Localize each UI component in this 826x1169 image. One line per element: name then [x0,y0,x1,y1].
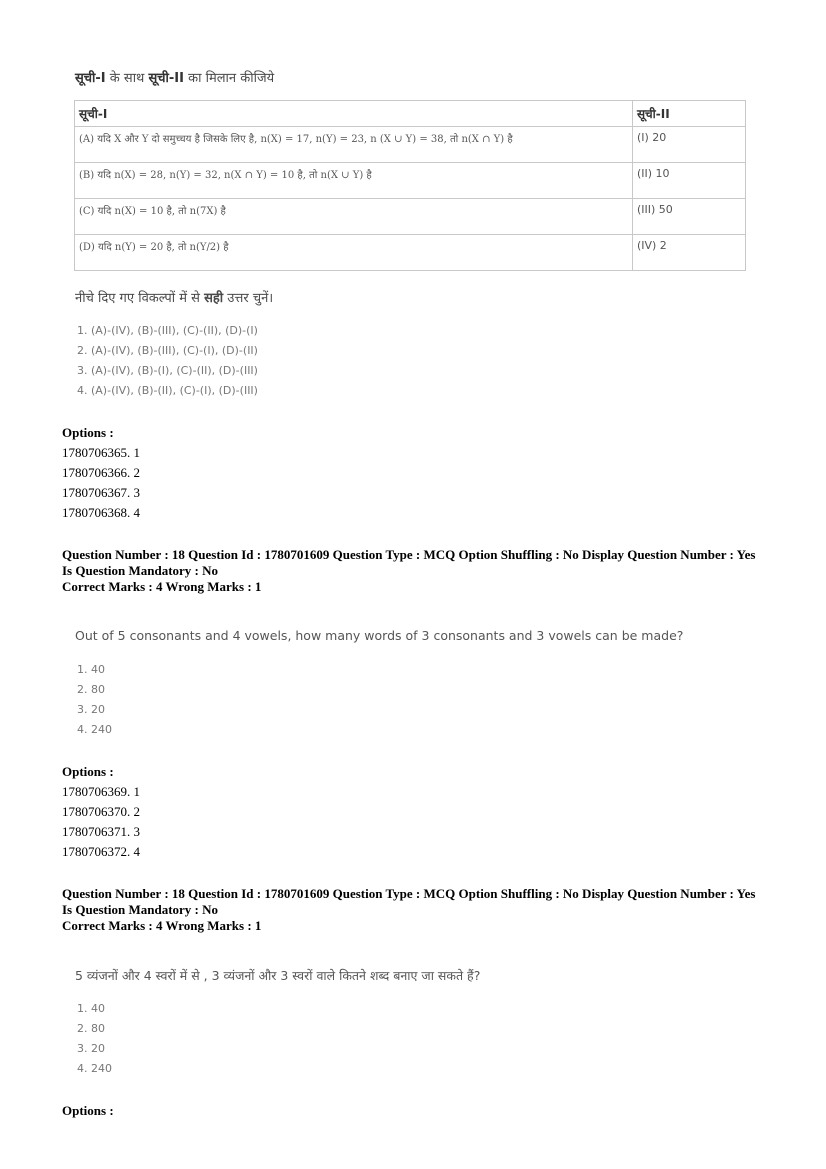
choice-item: 3. (A)-(IV), (B)-(I), (C)-(II), (D)-(III) [77,364,258,377]
answer-item: 3. 20 [77,1042,105,1055]
table-row [75,127,746,163]
option-item: 1780706365. 1 [62,445,140,460]
choice-item: 4. (A)-(IV), (B)-(II), (C)-(I), (D)-(III) [77,384,258,397]
question-heading [75,68,274,86]
option-item: 1780706367. 3 [62,485,140,500]
meta-line: Correct Marks : 4 Wrong Marks : 1 [62,918,262,933]
table-cell-right: (IV) 2 [632,235,745,271]
table-row [75,199,746,235]
table-cell-left: (B) यदि n(X) = 28, n(Y) = 32, n(X ∩ Y) = 10 है, तो n(X ∪ Y) है [75,163,633,199]
meta-line: Question Number : 18 Question Id : 1780701609 Question Type : MCQ Option Shuffling : No Display Question Number : Yes [62,886,756,901]
option-item: 1780706366. 2 [62,465,140,480]
option-item: 1780706371. 3 [62,824,140,839]
instruction-suffix: उत्तर चुनें। [223,291,274,306]
option-item: 1780706372. 4 [62,844,140,859]
answer-item: 2. 80 [77,1022,105,1035]
options-label: Options : [62,425,114,440]
table-cell-left: (A) यदि X और Y दो समुच्चय है जिसके लिए है, n(X) = 17, n(Y) = 23, n (X ∪ Y) = 38, तो n(X ∩ Y) है [75,127,633,163]
answer-item: 2. 80 [77,683,105,696]
table-row [75,163,746,199]
meta-line: Is Question Mandatory : No [62,563,219,578]
table-cell-right: (II) 10 [632,163,745,199]
column-header-list1: सूची-I [75,101,633,127]
options-label: Options : [62,764,114,779]
answer-item: 3. 20 [77,703,105,716]
question-meta [62,547,782,595]
answer-item: 4. 240 [77,1062,112,1075]
answer-item: 4. 240 [77,723,112,736]
heading-text-mid: के साथ [105,71,149,86]
heading-bold-1: सूची-I [75,71,106,86]
answer-item: 1. 40 [77,1002,105,1015]
table-cell-left: (C) यदि n(X) = 10 है, तो n(7X) है [75,199,633,235]
option-item: 1780706370. 2 [62,804,140,819]
column-header-list2: सूची-II [632,101,745,127]
question-meta [62,886,782,934]
match-table [74,100,746,271]
options-label: Options : [62,1103,114,1118]
instruction-prefix: नीचे दिए गए विकल्पों में से [75,291,205,306]
question-text: 5 व्यंजनों और 4 स्वरों में से , 3 व्यंजनों और 3 स्वरों वाले कितने शब्द बनाए जा सकते हैं? [75,968,481,983]
choice-item: 2. (A)-(IV), (B)-(III), (C)-(I), (D)-(II) [77,344,258,357]
option-item: 1780706369. 1 [62,784,140,799]
table-cell-right: (III) 50 [632,199,745,235]
choice-item: 1. (A)-(IV), (B)-(III), (C)-(II), (D)-(I) [77,324,258,337]
option-item: 1780706368. 4 [62,505,140,520]
instruction-bold: सही [204,291,224,306]
meta-line: Question Number : 18 Question Id : 1780701609 Question Type : MCQ Option Shuffling : No Display Question Number : Yes [62,547,756,562]
table-header-row [75,101,746,127]
answer-item: 1. 40 [77,663,105,676]
meta-line: Is Question Mandatory : No [62,902,219,917]
question-text: Out of 5 consonants and 4 vowels, how many words of 3 consonants and 3 vowels can be made? [75,628,684,643]
meta-line: Correct Marks : 4 Wrong Marks : 1 [62,579,262,594]
heading-bold-2: सूची-II [148,71,184,86]
table-cell-right: (I) 20 [632,127,745,163]
table-row [75,235,746,271]
heading-text-suffix: का मिलान कीजिये [183,71,275,86]
instruction [75,288,273,306]
table-cell-left: (D) यदि n(Y) = 20 है, तो n(Y/2) है [75,235,633,271]
